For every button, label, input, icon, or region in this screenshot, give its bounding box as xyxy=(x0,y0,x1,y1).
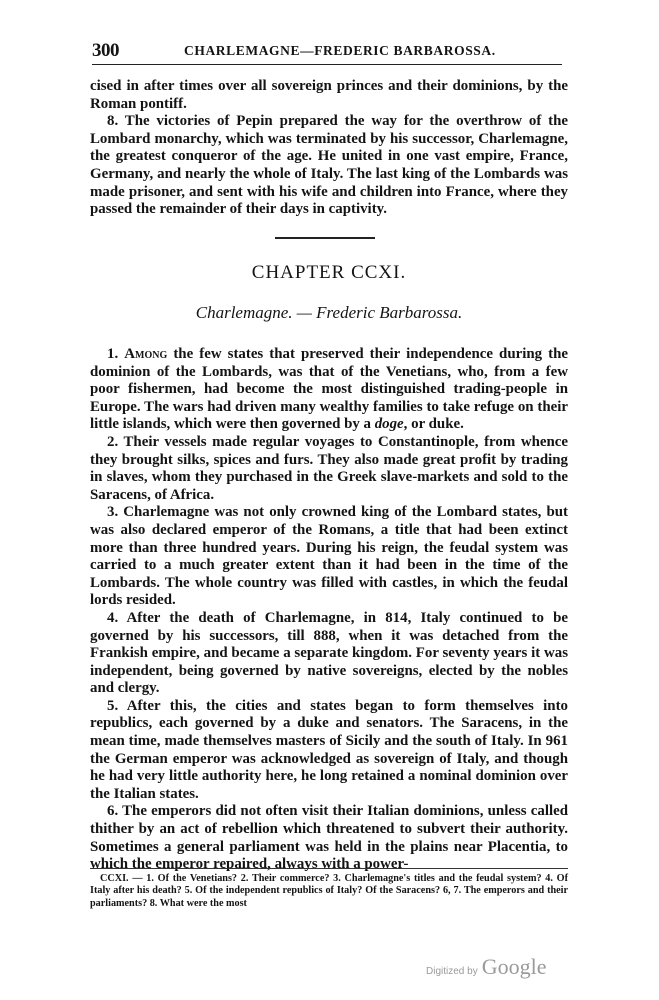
chapter-heading: CHAPTER CCXI. xyxy=(251,262,407,283)
italic-term: doge xyxy=(374,416,404,433)
running-head xyxy=(92,40,562,65)
paragraph-number: 1. xyxy=(107,346,119,362)
paragraph-5: 5. After this, the cities and states began to form themselves into republics, each governed by a duke and senators. The Saracens, in the mean time, made themselves masters of Sicily and the south of Italy. In 961 the German emperor was acknowledged as sovereign of Italy, and though he had very little authority here, he long retained a nominal dominion over the Italian states. xyxy=(90,697,568,802)
paragraph-1-end: , or duke. xyxy=(403,416,464,433)
running-title: CHARLEMAGNE—FREDERIC BARBAROSSA. xyxy=(184,43,496,58)
google-logo: Google xyxy=(481,954,547,979)
paragraph-2: 2. Their vessels made regular voyages to Constantinople, from whence they brought silks, spices and furs. They also made great profit by trading in slaves, whom they purchased in the Greek slave-markets and sold to the Saracens, of Africa. xyxy=(90,433,568,503)
previous-chapter-text xyxy=(90,78,568,219)
paragraph-4: 4. After the death of Charlemagne, in 814, Italy continued to be governed by his successors, till 888, when it was detached from the Frankish empire, and became a separate kingdom. For seventy years it was independent, being governed by native sovereigns, elected by the nobles and clergy. xyxy=(90,609,568,697)
digitized-watermark xyxy=(426,954,546,980)
paragraph-8: 8. The victories of Pepin prepared the way for the overthrow of the Lombard monarchy, which was terminated by his successor, Charlemagne, the greatest conqueror of the age. He united in one vast empire, France, Germany, and nearly the whole of Italy. The last king of the Lombards was made prisoner, and sent with his wife and children into France, where they passed the remainder of their days in captivity. xyxy=(90,113,568,218)
chapter-body xyxy=(90,346,568,874)
paragraph-6: 6. The emperors did not often visit their Italian dominions, unless called thither by an act of rebellion which threatened to subvert their authority. Sometimes a general parliament was held in the plains near Placentia, to which the emperor repaired, always with a power- xyxy=(90,803,568,873)
paragraph-3: 3. Charlemagne was not only crowned king of the Lombard states, but was also declared emperor of the Romans, a title that had been extinct more than three hundred years. During his reign, the feudal system was carried to a much greater extent than it had been in the time of the Lombards. The whole country was filled with castles, in which the feudal lords resided. xyxy=(90,504,568,609)
page-number: 300 xyxy=(92,40,119,61)
footnote-divider xyxy=(90,868,568,869)
paragraph-1 xyxy=(90,346,568,434)
footnote-text: CCXI. — 1. Of the Venetians? 2. Their commerce? 3. Charlemagne's titles and the feudal system? 4. Of Italy after his death? 5. Of the independent republics of Italy? Of the Saracens? 6, 7. The emperors and their parliaments? 8. What were the most xyxy=(90,873,568,909)
watermark-prefix: Digitized by xyxy=(426,966,478,977)
footnote-questions xyxy=(90,873,568,910)
chapter-divider xyxy=(275,237,375,239)
paragraph-1-body: the few states that preserved their independence during the dominion of the Lombards, was that of the Venetians, who, from a few poor fishermen, had become the most distinguished trading-people in Europe. The wars had driven many wealthy families to take refuge on their little islands, which were then governed by a xyxy=(90,346,568,433)
lead-word: Among xyxy=(124,346,168,362)
continued-paragraph: cised in after times over all sovereign princes and their dominions, by the Roman pontiff. xyxy=(90,78,568,112)
chapter-subtitle: Charlemagne. — Frederic Barbarossa. xyxy=(195,303,463,322)
